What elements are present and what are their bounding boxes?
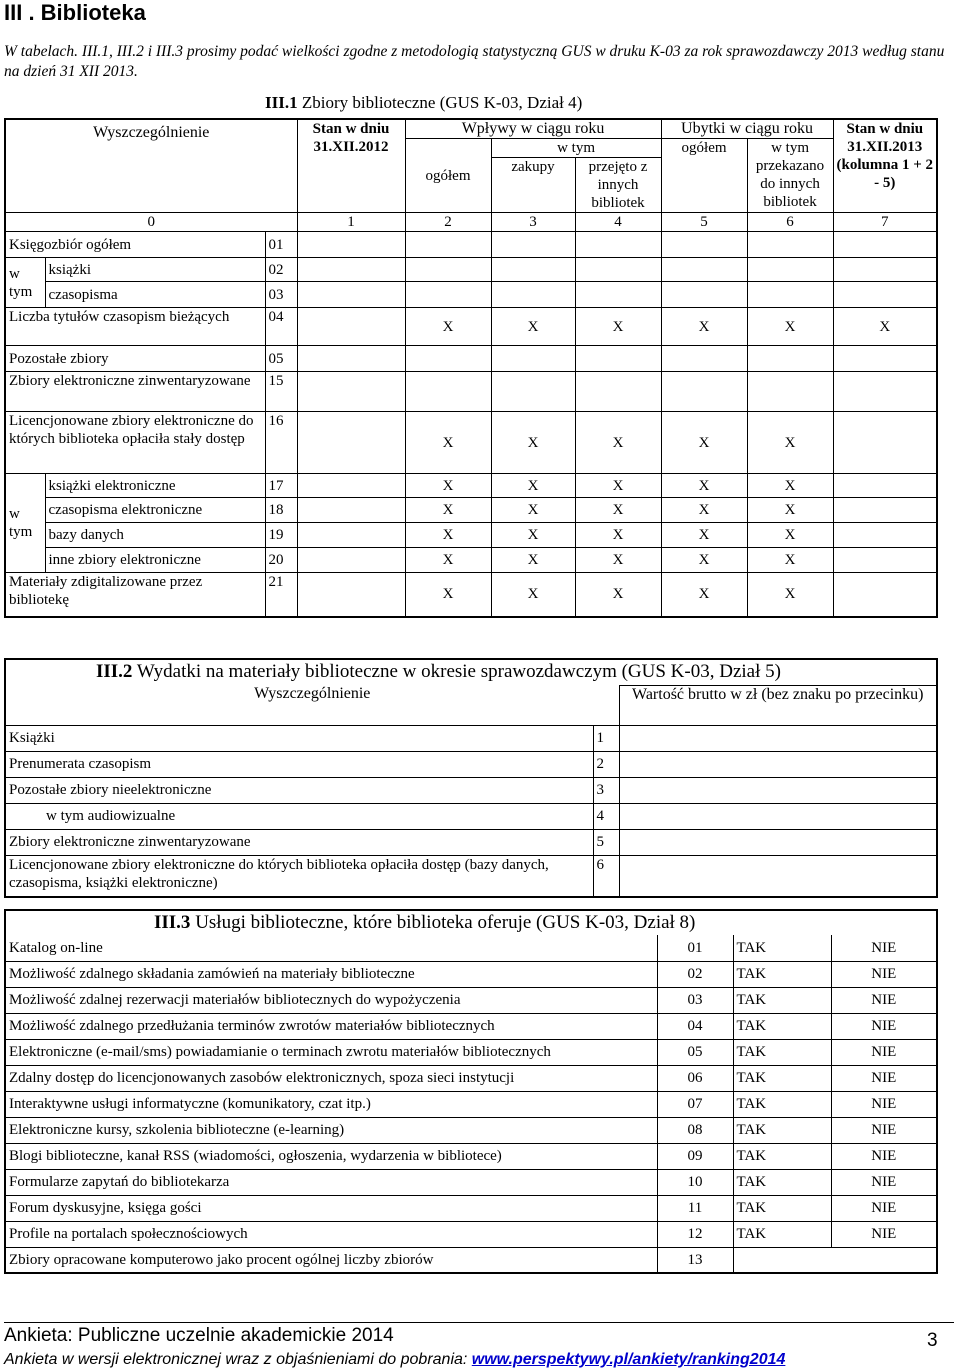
table-row: Prenumerata czasopism 2 bbox=[5, 751, 937, 777]
table-row: Elektroniczne kursy, szkolenia biblioteczne (e-learning) 08 TAK NIE bbox=[5, 1117, 937, 1143]
col-header-wplywy-wtym: w tym bbox=[491, 139, 661, 158]
table-row: Zbiory elektroniczne zinwentaryzowane 15 bbox=[5, 372, 937, 412]
table-services bbox=[4, 909, 938, 1274]
option-yes[interactable]: TAK bbox=[733, 987, 831, 1013]
option-yes[interactable]: TAK bbox=[733, 1065, 831, 1091]
table-row: Forum dyskusyjne, księga gości 11 TAK NIE bbox=[5, 1195, 937, 1221]
page-number: 3 bbox=[927, 1330, 938, 1351]
table2-title: III.2 Wydatki na materiały biblioteczne w okresie sprawozdawczym (GUS K-03, Dział 5) bbox=[5, 659, 937, 685]
option-yes[interactable]: TAK bbox=[733, 961, 831, 987]
table-expenditures bbox=[4, 658, 938, 898]
table-row: Zbiory elektroniczne zinwentaryzowane 5 bbox=[5, 829, 937, 855]
option-yes[interactable]: TAK bbox=[733, 1195, 831, 1221]
option-no[interactable]: NIE bbox=[831, 935, 937, 961]
col-header-ubytki: Ubytki w ciągu roku bbox=[661, 119, 833, 139]
table-row: Interaktywne usługi informatyczne (komunikatory, czat itp.) 07 TAK NIE bbox=[5, 1091, 937, 1117]
col-header-ubytki-wtym: w tym przekazano do innych bibliotek bbox=[747, 139, 833, 213]
table-row: Profile na portalach społecznościowych 12 TAK NIE bbox=[5, 1221, 937, 1247]
table-row: Pozostałe zbiory 05 bbox=[5, 346, 937, 372]
table-row: bazy danych 19 X X X X X bbox=[5, 523, 937, 548]
col-header-wplywy-ogolem: ogółem bbox=[405, 139, 491, 213]
table3-title: III.3 Usługi biblioteczne, które biblioteka oferuje (GUS K-03, Dział 8) bbox=[5, 910, 937, 935]
option-no[interactable]: NIE bbox=[831, 1143, 937, 1169]
option-no[interactable]: NIE bbox=[831, 1091, 937, 1117]
option-no[interactable]: NIE bbox=[831, 987, 937, 1013]
option-no[interactable]: NIE bbox=[831, 1195, 937, 1221]
col-header-stan-2012: Stan w dniu 31.XII.2012 bbox=[297, 119, 405, 213]
table-row: Elektroniczne (e-mail/sms) powiadamianie o terminach zwrotu materiałów bibliotecznych 05 TAK NIE bbox=[5, 1039, 937, 1065]
option-yes[interactable]: TAK bbox=[733, 1013, 831, 1039]
option-no[interactable]: NIE bbox=[831, 1065, 937, 1091]
table-row: Możliwość zdalnej rezerwacji materiałów bibliotecznych do wypożyczenia 03 TAK NIE bbox=[5, 987, 937, 1013]
intro-text: W tabelach. III.1, III.2 i III.3 prosimy podać wielkości zgodne z metodologią statystyczną GUS w druku K-03 za rok sprawozdawczy 2013 według stanu na dzień 31 XII 2013. bbox=[4, 43, 945, 80]
table-row: w tym audiowizualne 4 bbox=[5, 803, 937, 829]
table-row: Materiały zdigitalizowane przez bibliotekę 21 X X X X X bbox=[5, 573, 937, 617]
option-yes[interactable]: TAK bbox=[733, 1117, 831, 1143]
table-row: Zbiory opracowane komputerowo jako procent ogólnej liczby zbiorów 13 bbox=[5, 1247, 937, 1273]
option-yes[interactable]: TAK bbox=[733, 1039, 831, 1065]
table-row: Książki 1 bbox=[5, 725, 937, 751]
table-row: Zdalny dostęp do licencjonowanych zasobów elektronicznych, spoza sieci instytucji 06 TAK NIE bbox=[5, 1065, 937, 1091]
footer-divider bbox=[4, 1322, 954, 1323]
table-row: czasopisma elektroniczne 18 X X X X X bbox=[5, 498, 937, 523]
table-row: Możliwość zdalnego przedłużania terminów zwrotów materiałów bibliotecznych 04 TAK NIE bbox=[5, 1013, 937, 1039]
table-row: Blogi biblioteczne, kanał RSS (wiadomości, ogłoszenia, wydarzenia w bibliotece) 09 TAK NIE bbox=[5, 1143, 937, 1169]
col-header-spec2: Wyszczególnienie bbox=[5, 685, 619, 725]
table-row: w tym książki elektroniczne 17 X X X X X bbox=[5, 474, 937, 498]
option-yes[interactable]: TAK bbox=[733, 1143, 831, 1169]
option-yes[interactable]: TAK bbox=[733, 1221, 831, 1247]
table-row: w tym książki 02 bbox=[5, 258, 937, 282]
col-header-stan-2013: Stan w dniu 31.XII.2013 (kolumna 1 + 2 - 5) bbox=[833, 119, 937, 213]
table-collections bbox=[4, 118, 938, 618]
table-row: czasopisma 03 bbox=[5, 282, 937, 308]
table-row: Katalog on-line 01 TAK NIE bbox=[5, 935, 937, 961]
footer-survey-title: Ankieta: Publiczne uczelnie akademickie 2014 bbox=[4, 1325, 394, 1346]
option-yes[interactable]: TAK bbox=[733, 1169, 831, 1195]
option-no[interactable]: NIE bbox=[831, 961, 937, 987]
table-row: Możliwość zdalnego składania zamówień na materiały biblioteczne 02 TAK NIE bbox=[5, 961, 937, 987]
table-row: Liczba tytułów czasopism bieżących 04 X X X X X X bbox=[5, 308, 937, 346]
col-header-przejeto: przejęto z innych bibliotek bbox=[575, 158, 661, 213]
table-row: inne zbiory elektroniczne 20 X X X X X bbox=[5, 548, 937, 573]
table-row: Księgozbiór ogółem 01 bbox=[5, 232, 937, 258]
col-header-spec: Wyszczególnienie bbox=[5, 119, 297, 213]
footer-download: Ankieta w wersji elektronicznej wraz z objaśnieniami do pobrania: www.perspektywy.pl/ankiety/ranking2014 bbox=[4, 1351, 786, 1368]
option-no[interactable]: NIE bbox=[831, 1013, 937, 1039]
option-no[interactable]: NIE bbox=[831, 1169, 937, 1195]
option-yes[interactable]: TAK bbox=[733, 935, 831, 961]
section-title: III . Biblioteka bbox=[4, 0, 146, 25]
download-link[interactable]: www.perspektywy.pl/ankiety/ranking2014 bbox=[471, 1351, 786, 1368]
table1-title: III.1 Zbiory biblioteczne (GUS K-03, Dział 4) bbox=[265, 93, 583, 112]
option-yes[interactable]: TAK bbox=[733, 1091, 831, 1117]
option-no[interactable]: NIE bbox=[831, 1117, 937, 1143]
col-header-zakupy: zakupy bbox=[491, 158, 575, 213]
column-number-row: 0 1 2 3 4 5 6 7 bbox=[5, 213, 937, 232]
table-row: Formularze zapytań do bibliotekarza 10 TAK NIE bbox=[5, 1169, 937, 1195]
table-row: Licencjonowane zbiory elektroniczne do których biblioteka opłaciła stały dostęp 16 X X X X X bbox=[5, 412, 937, 474]
option-no[interactable]: NIE bbox=[831, 1039, 937, 1065]
col-header-wplywy: Wpływy w ciągu roku bbox=[405, 119, 661, 139]
option-no[interactable]: NIE bbox=[831, 1221, 937, 1247]
col-header-ubytki-ogolem: ogółem bbox=[661, 139, 747, 213]
col-header-value: Wartość brutto w zł (bez znaku po przecinku) bbox=[619, 685, 937, 725]
table-row: Pozostałe zbiory nieelektroniczne 3 bbox=[5, 777, 937, 803]
table-row: Licencjonowane zbiory elektroniczne do których biblioteka opłaciła dostęp (bazy danych, czasopisma, książki elektroniczne) 6 bbox=[5, 855, 937, 897]
